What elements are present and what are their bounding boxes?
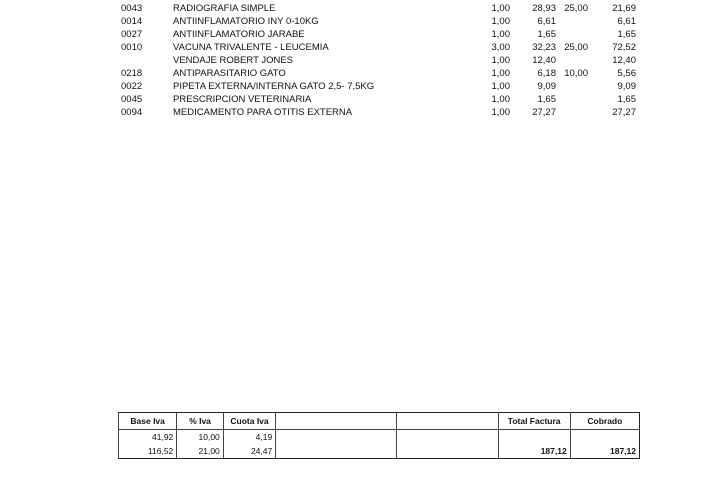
- invoice-lines: [0, 2, 720, 119]
- item-description: ANTIINFLAMATORIO INY 0-10KG: [173, 16, 319, 27]
- line-item: [0, 41, 720, 54]
- cuota-iva-header: Cuota Iva: [223, 413, 275, 430]
- total-factura-value: 187,12: [498, 444, 570, 459]
- item-quantity: 1,00: [491, 29, 510, 40]
- item-price: 9,09: [537, 81, 556, 92]
- line-item: [0, 80, 720, 93]
- item-price: 32,23: [532, 42, 556, 53]
- item-discount: 10,00: [564, 68, 588, 79]
- tax-summary-table: [118, 412, 640, 459]
- blank-cell: [276, 444, 397, 459]
- item-total: 1,65: [617, 29, 636, 40]
- base-iva-header: Base Iva: [119, 413, 177, 430]
- item-total: 6,61: [617, 16, 636, 27]
- line-item: [0, 93, 720, 106]
- tax-summary-row: [119, 430, 640, 445]
- blank-header: [397, 413, 498, 430]
- item-quantity: 1,00: [491, 81, 510, 92]
- base-iva-value: 41,92: [119, 430, 177, 445]
- line-item: [0, 67, 720, 80]
- item-total: 12,40: [612, 55, 636, 66]
- item-total: 72,52: [612, 42, 636, 53]
- pct-iva-header: % Iva: [177, 413, 224, 430]
- item-description: VACUNA TRIVALENTE - LEUCEMIA: [173, 42, 329, 53]
- item-price: 1,65: [537, 29, 556, 40]
- cuota-iva-value: 4,19: [223, 430, 275, 445]
- blank-cell: [276, 430, 397, 445]
- item-price: 6,18: [537, 68, 556, 79]
- cuota-iva-value: 24,47: [223, 444, 275, 459]
- item-quantity: 1,00: [491, 16, 510, 27]
- item-quantity: 1,00: [491, 55, 510, 66]
- blank-cell: [397, 444, 498, 459]
- item-price: 28,93: [532, 3, 556, 14]
- blank-cell: [397, 430, 498, 445]
- item-quantity: 1,00: [491, 68, 510, 79]
- line-item: [0, 54, 720, 67]
- item-price: 27,27: [532, 107, 556, 118]
- item-description: RADIOGRAFIA SIMPLE: [173, 3, 276, 14]
- line-item: [0, 15, 720, 28]
- item-price: 1,65: [537, 94, 556, 105]
- item-code: 0045: [121, 94, 143, 105]
- item-description: ANTIPARASITARIO GATO: [173, 68, 286, 79]
- item-total: 21,69: [612, 3, 636, 14]
- item-price: 6,61: [537, 16, 556, 27]
- pct-iva-value: 21,00: [177, 444, 224, 459]
- item-total: 1,65: [617, 94, 636, 105]
- cobrado-value: [570, 430, 639, 445]
- item-description: PRESCRIPCION VETERINARIA: [173, 94, 312, 105]
- item-code: 0218: [121, 68, 143, 79]
- item-total: 27,27: [612, 107, 636, 118]
- cobrado-header: Cobrado: [570, 413, 639, 430]
- item-description: MEDICAMENTO PARA OTITIS EXTERNA: [173, 107, 353, 118]
- item-code: 0010: [121, 42, 143, 53]
- item-quantity: 1,00: [491, 94, 510, 105]
- item-description: PIPETA EXTERNA/INTERNA GATO 2,5- 7,5KG: [173, 81, 375, 92]
- item-description: VENDAJE ROBERT JONES: [173, 55, 294, 66]
- item-code: 0043: [121, 3, 143, 14]
- line-item: [0, 28, 720, 41]
- pct-iva-value: 10,00: [177, 430, 224, 445]
- item-total: 5,56: [617, 68, 636, 79]
- item-discount: 25,00: [564, 3, 588, 14]
- item-quantity: 1,00: [491, 3, 510, 14]
- line-item: [0, 106, 720, 119]
- cobrado-value: 187,12: [570, 444, 639, 459]
- item-quantity: 3,00: [491, 42, 510, 53]
- item-code: 0027: [121, 29, 143, 40]
- item-description: ANTIINFLAMATORIO JARABE: [173, 29, 305, 40]
- blank-header: [276, 413, 397, 430]
- total-factura-header: Total Factura: [498, 413, 570, 430]
- tax-summary-row: [119, 444, 640, 459]
- line-item: [0, 2, 720, 15]
- base-iva-value: 116,52: [119, 444, 177, 459]
- item-discount: 25,00: [564, 42, 588, 53]
- item-code: 0094: [121, 107, 143, 118]
- tax-summary-header: [119, 413, 640, 430]
- item-price: 12,40: [532, 55, 556, 66]
- item-code: 0014: [121, 16, 143, 27]
- item-code: 0022: [121, 81, 143, 92]
- item-quantity: 1,00: [491, 107, 510, 118]
- item-total: 9,09: [617, 81, 636, 92]
- total-factura-value: [498, 430, 570, 445]
